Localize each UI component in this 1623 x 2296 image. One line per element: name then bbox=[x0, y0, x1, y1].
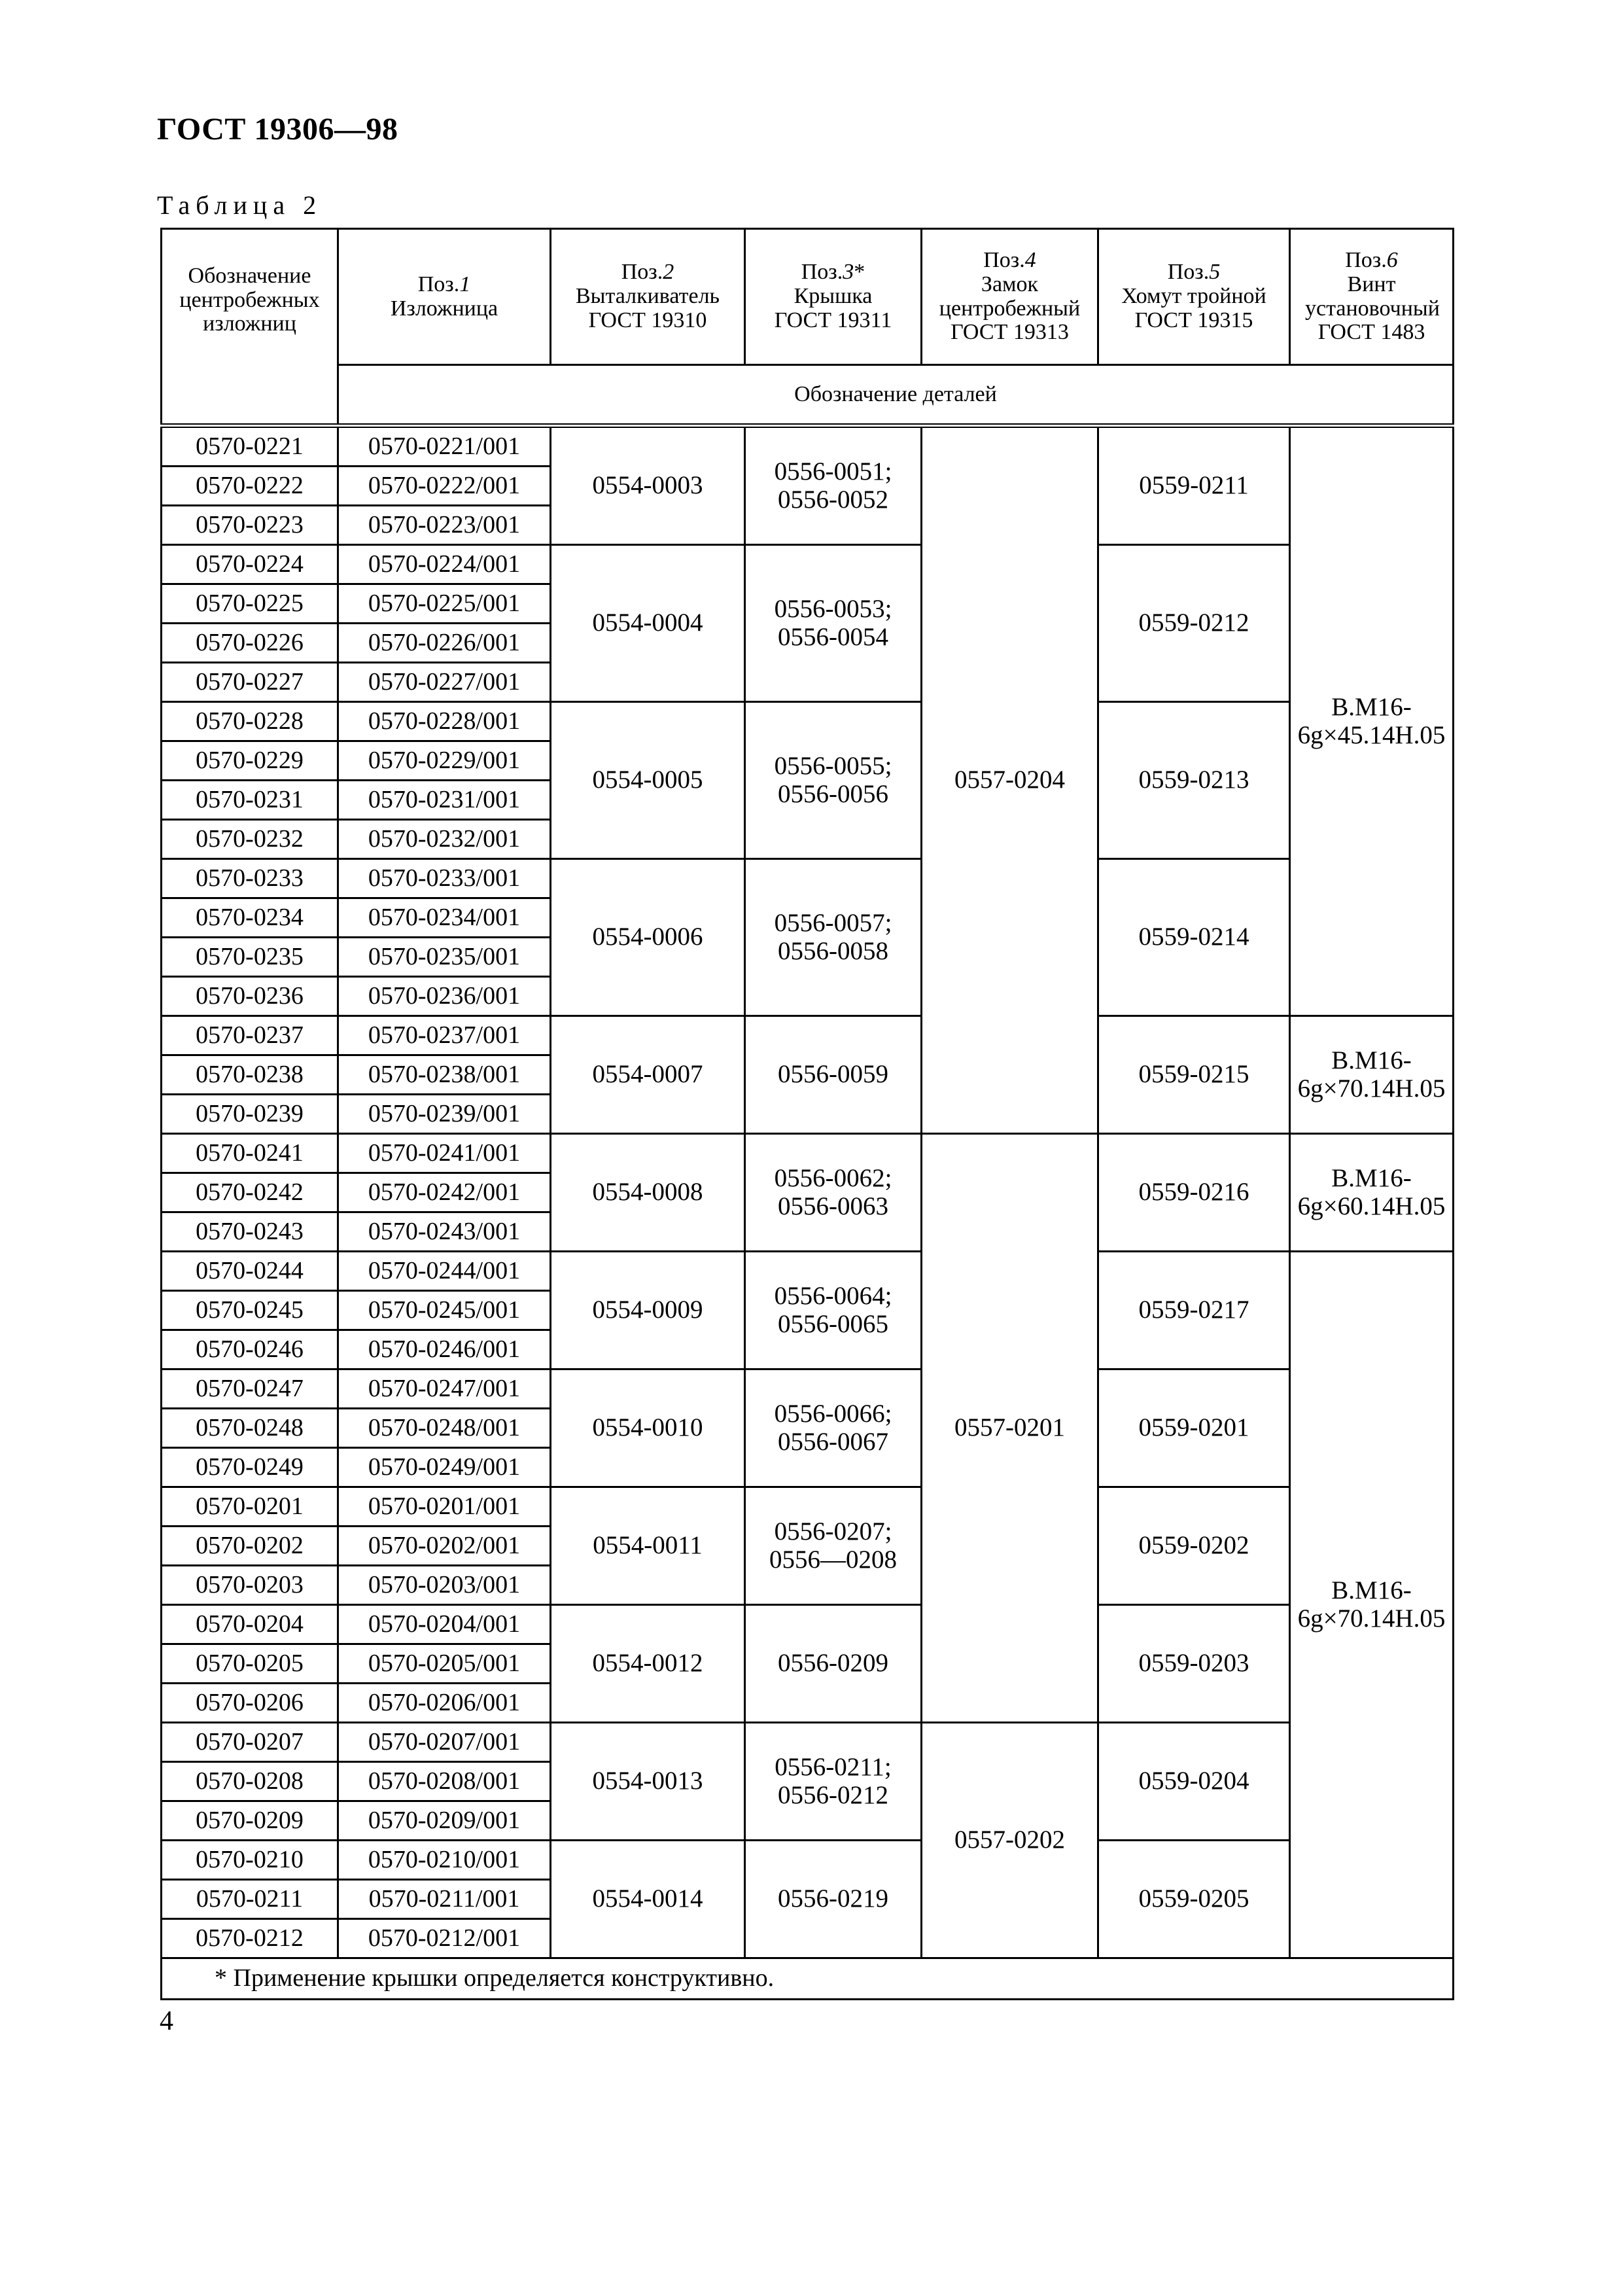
mold-part-cell: 0570-0201/001 bbox=[338, 1487, 551, 1527]
header-pos6 bbox=[1290, 229, 1454, 365]
pos3-line: 0556-0055; bbox=[774, 751, 892, 780]
mold-part-cell: 0570-0244/001 bbox=[338, 1252, 551, 1291]
mold-designation-cell: 0570-0206 bbox=[162, 1684, 338, 1723]
mold-part-cell: 0570-0211/001 bbox=[338, 1880, 551, 1919]
pos4-cell: 0557-0202 bbox=[922, 1723, 1098, 1958]
pos1-prefix: Поз. bbox=[417, 272, 460, 296]
subheader-part-designation: Обозначение деталей bbox=[338, 365, 1454, 426]
mold-part-cell: 0570-0208/001 bbox=[338, 1762, 551, 1801]
mold-part-cell: 0570-0209/001 bbox=[338, 1801, 551, 1841]
mold-part-cell: 0570-0242/001 bbox=[338, 1173, 551, 1212]
pos2-cell: 0554-0009 bbox=[551, 1252, 745, 1369]
mold-designation-cell: 0570-0242 bbox=[162, 1173, 338, 1212]
pos2-cell: 0554-0013 bbox=[551, 1723, 745, 1841]
pos2-number: 2 bbox=[663, 260, 674, 285]
mold-part-cell: 0570-0232/001 bbox=[338, 820, 551, 859]
pos2-prefix: Поз. bbox=[621, 260, 663, 285]
mold-designation-cell: 0570-0248 bbox=[162, 1409, 338, 1448]
mold-designation-cell: 0570-0208 bbox=[162, 1762, 338, 1801]
mold-part-cell: 0570-0207/001 bbox=[338, 1723, 551, 1762]
pos5-cell: 0559-0213 bbox=[1098, 702, 1290, 859]
mold-designation-cell: 0570-0202 bbox=[162, 1527, 338, 1566]
pos1-number: 1 bbox=[459, 272, 471, 296]
mold-part-cell: 0570-0204/001 bbox=[338, 1605, 551, 1644]
pos6-cell bbox=[1290, 426, 1454, 1016]
pos3-cell bbox=[745, 1605, 922, 1723]
pos5-cell: 0559-0204 bbox=[1098, 1723, 1290, 1841]
pos2-cell: 0554-0007 bbox=[551, 1016, 745, 1134]
pos5-prefix: Поз. bbox=[1167, 260, 1210, 285]
pos3-line: 0556-0059 bbox=[778, 1060, 888, 1089]
pos3-line: 0556-0051; bbox=[774, 457, 892, 486]
header-row bbox=[162, 229, 1454, 365]
mold-part-cell: 0570-0212/001 bbox=[338, 1919, 551, 1958]
pos5-cell: 0559-0202 bbox=[1098, 1487, 1290, 1605]
mold-part-cell: 0570-0248/001 bbox=[338, 1409, 551, 1448]
mold-designation-cell: 0570-0224 bbox=[162, 545, 338, 584]
pos5-name: Хомут тройной bbox=[1121, 284, 1266, 309]
header-pos4 bbox=[922, 229, 1098, 365]
pos3-cell bbox=[745, 1134, 922, 1252]
mold-designation-cell: 0570-0210 bbox=[162, 1841, 338, 1880]
pos3-line: 0556-0211; bbox=[775, 1752, 892, 1781]
mold-part-cell: 0570-0205/001 bbox=[338, 1644, 551, 1684]
mold-designation-cell: 0570-0236 bbox=[162, 977, 338, 1016]
mold-designation-cell: 0570-0212 bbox=[162, 1919, 338, 1958]
mold-part-cell: 0570-0229/001 bbox=[338, 741, 551, 781]
pos2-cell: 0554-0008 bbox=[551, 1134, 745, 1252]
pos2-cell: 0554-0005 bbox=[551, 702, 745, 859]
mold-designation-cell: 0570-0246 bbox=[162, 1330, 338, 1369]
mold-part-cell: 0570-0223/001 bbox=[338, 506, 551, 545]
pos3-number: 3 bbox=[843, 260, 854, 285]
mold-part-cell: 0570-0224/001 bbox=[338, 545, 551, 584]
mold-designation-cell: 0570-0225 bbox=[162, 584, 338, 624]
mold-part-cell: 0570-0228/001 bbox=[338, 702, 551, 741]
mold-part-cell: 0570-0231/001 bbox=[338, 781, 551, 820]
pos3-line: 0556-0058 bbox=[778, 936, 888, 965]
mold-designation-cell: 0570-0243 bbox=[162, 1212, 338, 1252]
pos3-line: 0556-0056 bbox=[778, 779, 888, 808]
pos3-line: 0556-0054 bbox=[778, 622, 888, 651]
mold-part-cell: 0570-0236/001 bbox=[338, 977, 551, 1016]
pos1-name: Изложница bbox=[390, 296, 498, 321]
mold-part-cell: 0570-0235/001 bbox=[338, 938, 551, 977]
pos4-prefix: Поз. bbox=[983, 248, 1025, 273]
pos3-cell bbox=[745, 859, 922, 1016]
header-pos2 bbox=[551, 229, 745, 365]
pos6-line: 6g×70.14Н.05 bbox=[1297, 1604, 1446, 1633]
pos3-line: 0556-0064; bbox=[774, 1281, 892, 1310]
pos2-name: Выталкиватель bbox=[575, 284, 720, 309]
table-row bbox=[162, 1605, 1454, 1644]
mold-part-cell: 0570-0225/001 bbox=[338, 584, 551, 624]
mold-designation-cell: 0570-0209 bbox=[162, 1801, 338, 1841]
pos3-line: 0556-0067 bbox=[778, 1427, 888, 1456]
pos6-cell bbox=[1290, 1252, 1454, 1958]
pos3-cell bbox=[745, 545, 922, 702]
mold-part-cell: 0570-0221/001 bbox=[338, 426, 551, 467]
pos3-cell bbox=[745, 1723, 922, 1841]
pos3-line: 0556-0219 bbox=[778, 1884, 888, 1913]
pos2-cell: 0554-0006 bbox=[551, 859, 745, 1016]
pos6-prefix: Поз. bbox=[1345, 248, 1387, 273]
parts-table bbox=[160, 228, 1454, 2000]
mold-part-cell: 0570-0226/001 bbox=[338, 624, 551, 663]
pos3-prefix: Поз. bbox=[801, 260, 843, 285]
mold-designation-cell: 0570-0231 bbox=[162, 781, 338, 820]
mold-designation-cell: 0570-0234 bbox=[162, 898, 338, 938]
header-pos3 bbox=[745, 229, 922, 365]
pos4-cell: 0557-0201 bbox=[922, 1134, 1098, 1723]
mold-part-cell: 0570-0249/001 bbox=[338, 1448, 551, 1487]
mold-designation-cell: 0570-0226 bbox=[162, 624, 338, 663]
mold-designation-cell: 0570-0203 bbox=[162, 1566, 338, 1605]
pos3-line: 0556—0208 bbox=[769, 1545, 897, 1574]
pos6-line: 6g×60.14Н.05 bbox=[1297, 1192, 1446, 1220]
mold-designation-cell: 0570-0232 bbox=[162, 820, 338, 859]
pos3-cell bbox=[745, 1841, 922, 1958]
mold-designation-cell: 0570-0244 bbox=[162, 1252, 338, 1291]
mold-designation-cell: 0570-0207 bbox=[162, 1723, 338, 1762]
mold-designation-cell: 0570-0201 bbox=[162, 1487, 338, 1527]
mold-part-cell: 0570-0234/001 bbox=[338, 898, 551, 938]
header-mold-designation-label: Обозначение центробежных изложниц bbox=[179, 263, 320, 336]
mold-designation-cell: 0570-0222 bbox=[162, 467, 338, 506]
pos3-line: 0556-0212 bbox=[778, 1780, 888, 1809]
subheader-row bbox=[162, 365, 1454, 426]
mold-designation-cell: 0570-0227 bbox=[162, 663, 338, 702]
table-row bbox=[162, 1016, 1454, 1055]
mold-designation-cell: 0570-0238 bbox=[162, 1055, 338, 1095]
page-number: 4 bbox=[160, 2006, 173, 2036]
table-row bbox=[162, 1487, 1454, 1527]
mold-part-cell: 0570-0210/001 bbox=[338, 1841, 551, 1880]
pos4-cell: 0557-0204 bbox=[922, 426, 1098, 1134]
pos5-cell: 0559-0215 bbox=[1098, 1016, 1290, 1134]
table-row bbox=[162, 1134, 1454, 1173]
pos5-gost: ГОСТ 19315 bbox=[1134, 308, 1253, 332]
pos3-line: 0556-0062; bbox=[774, 1163, 892, 1192]
pos2-gost: ГОСТ 19310 bbox=[588, 308, 707, 332]
mold-part-cell: 0570-0239/001 bbox=[338, 1095, 551, 1134]
mold-part-cell: 0570-0238/001 bbox=[338, 1055, 551, 1095]
table-row bbox=[162, 859, 1454, 898]
mold-part-cell: 0570-0222/001 bbox=[338, 467, 551, 506]
pos3-cell bbox=[745, 1016, 922, 1134]
mold-part-cell: 0570-0237/001 bbox=[338, 1016, 551, 1055]
mold-part-cell: 0570-0247/001 bbox=[338, 1369, 551, 1409]
mold-part-cell: 0570-0246/001 bbox=[338, 1330, 551, 1369]
mold-designation-cell: 0570-0211 bbox=[162, 1880, 338, 1919]
pos2-cell: 0554-0011 bbox=[551, 1487, 745, 1605]
pos3-cell bbox=[745, 1487, 922, 1605]
mold-designation-cell: 0570-0223 bbox=[162, 506, 338, 545]
pos5-cell: 0559-0217 bbox=[1098, 1252, 1290, 1369]
pos6-line: 6g×70.14Н.05 bbox=[1297, 1074, 1446, 1103]
table-row bbox=[162, 1369, 1454, 1409]
pos3-line: 0556-0065 bbox=[778, 1309, 888, 1338]
table-row bbox=[162, 545, 1454, 584]
pos4-gost: ГОСТ 19313 bbox=[951, 320, 1069, 345]
pos2-cell: 0554-0004 bbox=[551, 545, 745, 702]
pos4-number: 4 bbox=[1024, 248, 1036, 273]
mold-designation-cell: 0570-0241 bbox=[162, 1134, 338, 1173]
table-row bbox=[162, 702, 1454, 741]
pos5-cell: 0559-0201 bbox=[1098, 1369, 1290, 1487]
pos2-cell: 0554-0012 bbox=[551, 1605, 745, 1723]
mold-part-cell: 0570-0202/001 bbox=[338, 1527, 551, 1566]
pos5-cell: 0559-0216 bbox=[1098, 1134, 1290, 1252]
pos6-line: В.М16- bbox=[1331, 1046, 1412, 1074]
pos3-line: 0556-0209 bbox=[778, 1649, 888, 1678]
mold-part-cell: 0570-0241/001 bbox=[338, 1134, 551, 1173]
mold-designation-cell: 0570-0229 bbox=[162, 741, 338, 781]
pos2-cell: 0554-0014 bbox=[551, 1841, 745, 1958]
pos6-line: В.М16- bbox=[1331, 1576, 1412, 1604]
footnote-row bbox=[162, 1958, 1454, 2000]
pos3-line: 0556-0052 bbox=[778, 485, 888, 514]
mold-part-cell: 0570-0245/001 bbox=[338, 1291, 551, 1330]
pos6-line: В.М16- bbox=[1331, 692, 1412, 721]
pos3-line: 0556-0053; bbox=[774, 594, 892, 623]
pos4-name: Замок центробежный bbox=[939, 272, 1081, 321]
table-row bbox=[162, 1252, 1454, 1291]
pos3-name: Крышка bbox=[794, 284, 873, 309]
pos5-cell: 0559-0203 bbox=[1098, 1605, 1290, 1723]
mold-part-cell: 0570-0227/001 bbox=[338, 663, 551, 702]
pos6-name: Винт установочный bbox=[1305, 272, 1440, 321]
pos2-cell: 0554-0010 bbox=[551, 1369, 745, 1487]
pos3-footnote-mark: * bbox=[854, 260, 865, 285]
pos6-line: В.М16- bbox=[1331, 1163, 1412, 1192]
pos5-cell: 0559-0205 bbox=[1098, 1841, 1290, 1958]
header-mold-designation bbox=[162, 229, 338, 426]
pos5-number: 5 bbox=[1209, 260, 1221, 285]
pos3-line: 0556-0057; bbox=[774, 908, 892, 937]
document-title: ГОСТ 19306—98 bbox=[157, 112, 398, 147]
mold-designation-cell: 0570-0228 bbox=[162, 702, 338, 741]
mold-designation-cell: 0570-0235 bbox=[162, 938, 338, 977]
mold-designation-cell: 0570-0247 bbox=[162, 1369, 338, 1409]
mold-designation-cell: 0570-0249 bbox=[162, 1448, 338, 1487]
table-row bbox=[162, 426, 1454, 467]
mold-designation-cell: 0570-0233 bbox=[162, 859, 338, 898]
pos3-cell bbox=[745, 702, 922, 859]
header-pos5 bbox=[1098, 229, 1290, 365]
pos5-cell: 0559-0212 bbox=[1098, 545, 1290, 702]
pos5-cell: 0559-0211 bbox=[1098, 426, 1290, 545]
pos5-cell: 0559-0214 bbox=[1098, 859, 1290, 1016]
table-caption: Таблица 2 bbox=[157, 190, 323, 220]
pos3-cell bbox=[745, 426, 922, 545]
mold-designation-cell: 0570-0204 bbox=[162, 1605, 338, 1644]
mold-part-cell: 0570-0206/001 bbox=[338, 1684, 551, 1723]
mold-part-cell: 0570-0203/001 bbox=[338, 1566, 551, 1605]
header-pos1 bbox=[338, 229, 551, 365]
pos3-cell bbox=[745, 1252, 922, 1369]
mold-designation-cell: 0570-0205 bbox=[162, 1644, 338, 1684]
pos3-line: 0556-0066; bbox=[774, 1399, 892, 1428]
footnote: * Применение крышки определяется конструктивно. bbox=[162, 1958, 1454, 2000]
pos6-cell bbox=[1290, 1134, 1454, 1252]
mold-designation-cell: 0570-0239 bbox=[162, 1095, 338, 1134]
table-row bbox=[162, 1723, 1454, 1762]
mold-part-cell: 0570-0243/001 bbox=[338, 1212, 551, 1252]
mold-designation-cell: 0570-0237 bbox=[162, 1016, 338, 1055]
pos3-line: 0556-0207; bbox=[774, 1517, 892, 1545]
table-row bbox=[162, 1841, 1454, 1880]
pos2-cell: 0554-0003 bbox=[551, 426, 745, 545]
pos6-cell bbox=[1290, 1016, 1454, 1134]
pos3-cell bbox=[745, 1369, 922, 1487]
pos6-gost: ГОСТ 1483 bbox=[1318, 320, 1425, 345]
pos3-line: 0556-0063 bbox=[778, 1192, 888, 1220]
mold-designation-cell: 0570-0245 bbox=[162, 1291, 338, 1330]
pos6-number: 6 bbox=[1386, 248, 1398, 273]
pos3-gost: ГОСТ 19311 bbox=[774, 308, 892, 332]
mold-designation-cell: 0570-0221 bbox=[162, 426, 338, 467]
pos6-line: 6g×45.14Н.05 bbox=[1297, 720, 1446, 749]
mold-part-cell: 0570-0233/001 bbox=[338, 859, 551, 898]
